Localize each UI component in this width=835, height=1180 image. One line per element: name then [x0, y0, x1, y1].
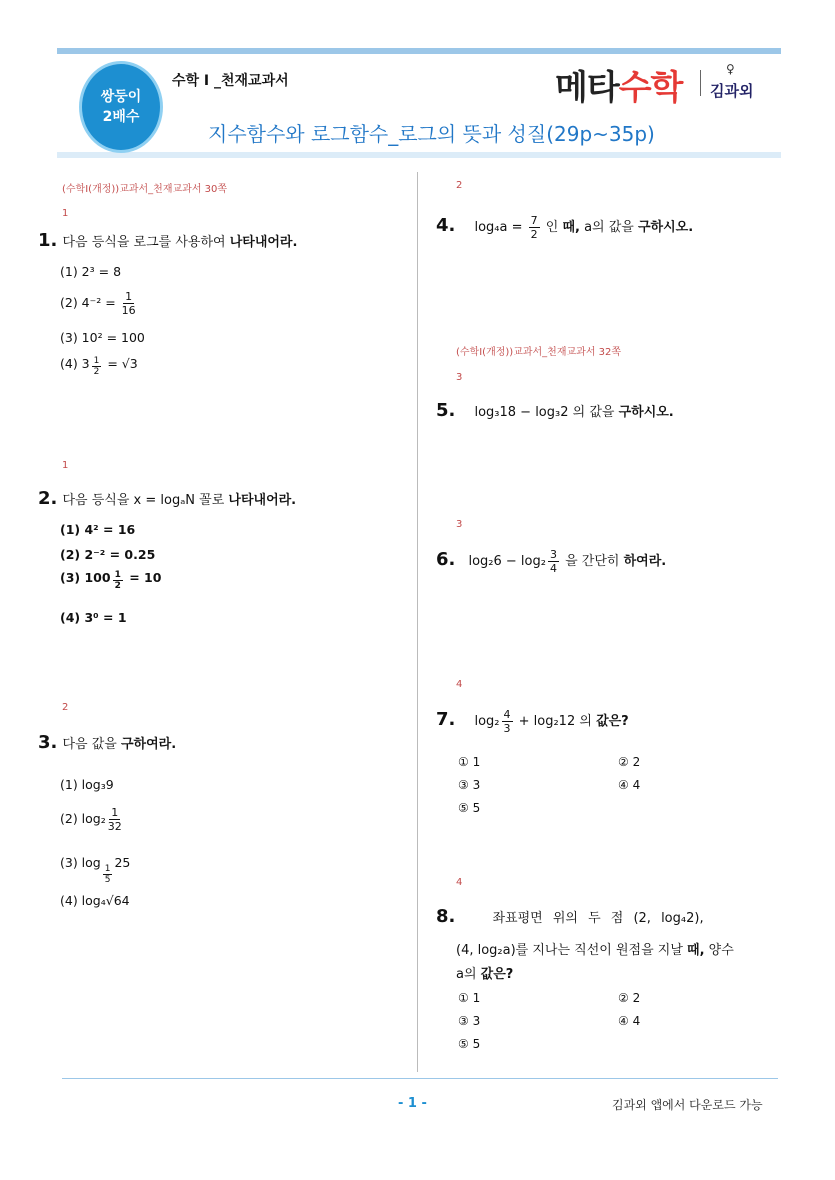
q4-text: log₄a = $\frac{7}{2}$ 인 때, a의 값을 구하시오.	[474, 214, 694, 241]
q2-item-4: (4) 3⁰ = 1	[60, 610, 127, 625]
q6-text: log₂6 − log₂ $\frac{3}{4}$ 을 간단히 하여라.	[468, 548, 667, 575]
person-icon: ♀	[726, 62, 735, 76]
q7-option-3[interactable]: ③ 3	[458, 778, 481, 792]
brand-part1: 메타	[555, 68, 619, 108]
subject-label: 수학 I _천재교과서	[172, 73, 289, 89]
q7-difficulty: 4	[456, 679, 463, 690]
q1-item-3: (3) 10² = 100	[60, 330, 145, 345]
badge	[82, 64, 160, 150]
q4-difficulty: 2	[456, 180, 463, 191]
q2-difficulty: 1	[62, 460, 69, 471]
q1-number: 1.	[38, 230, 58, 251]
q3-item-3: (3) log $\frac{1}{5}$ 25	[60, 855, 131, 885]
q8-option-1[interactable]: ① 1	[458, 991, 481, 1005]
footer-text: 김과외 앱에서 다운로드 가능	[612, 1098, 763, 1112]
q2-item-3: (3) 100 $\frac{1}{2}$ = 10	[60, 570, 162, 591]
q5-difficulty: 3	[456, 372, 463, 383]
q5-text: log₃18 − log₃2 의 값을 구하시오.	[474, 405, 674, 420]
question-8	[436, 906, 776, 927]
question-1	[38, 230, 297, 251]
q8-line2: (4, log₂a)를 지나는 직선이 원점을 지날 때, 양수	[456, 943, 734, 958]
question-6	[436, 548, 666, 575]
q4-number: 4.	[436, 215, 456, 236]
source-label-2: (수학I(개정))교과서_천재교과서 32쪽	[456, 347, 622, 358]
q6-number: 6.	[436, 549, 456, 570]
q8-option-4[interactable]: ④ 4	[618, 1014, 641, 1028]
q1-item-2: (2) 4⁻² = $\frac{1}{16}$	[60, 290, 136, 317]
q8-line1: 좌표평면 위의 두 점 (2, log₄2),	[492, 911, 704, 926]
q3-difficulty: 2	[62, 702, 69, 713]
q8-difficulty: 4	[456, 877, 463, 888]
page-title: 지수함수와 로그함수_로그의 뜻과 성질(29p~35p)	[208, 122, 655, 146]
q7-text: log₂ $\frac{4}{3}$ + log₂12 의 값은?	[474, 708, 629, 735]
badge-line1: 쌍둥이	[100, 89, 142, 105]
q1-text: 다음 등식을 로그를 사용하여 나타내어라.	[62, 235, 298, 250]
q7-option-2[interactable]: ② 2	[618, 755, 641, 769]
q3-item-2: (2) log₂ $\frac{1}{32}$	[60, 806, 122, 833]
brand-divider	[700, 70, 701, 96]
q3-number: 3.	[38, 732, 58, 753]
q2-number: 2.	[38, 488, 58, 509]
q2-text: 다음 등식을 x = logₐN 꼴로 나타내어라.	[62, 493, 297, 508]
page-number: - 1 -	[398, 1096, 427, 1111]
q5-number: 5.	[436, 400, 456, 421]
question-2	[38, 488, 296, 509]
q2-item-1: (1) 4² = 16	[60, 522, 136, 537]
q3-item-4: (4) log₄√64	[60, 893, 130, 908]
q1-item-1: (1) 2³ = 8	[60, 264, 122, 279]
q2-item-2: (2) 2⁻² = 0.25	[60, 547, 156, 562]
badge-line2: 2배수	[102, 109, 140, 125]
question-4	[436, 214, 693, 241]
brand-part2: 수학	[618, 68, 683, 108]
q1-item-4: (4) 3 $\frac{1}{2}$ = √3	[60, 356, 138, 377]
footer-line	[62, 1078, 778, 1079]
q3-item-1: (1) log₃9	[60, 777, 114, 792]
q3-text: 다음 값을 구하여라.	[62, 737, 177, 752]
q7-number: 7.	[436, 709, 456, 730]
q8-line3: a의 값은?	[456, 967, 514, 982]
source-label: (수학I(개정))교과서_천재교과서 30쪽	[62, 184, 228, 195]
column-divider	[417, 172, 418, 1072]
q6-difficulty: 3	[456, 519, 463, 530]
brand-logo	[555, 60, 682, 109]
q8-option-3[interactable]: ③ 3	[458, 1014, 481, 1028]
brand-kimgwaoe: 김과외	[710, 82, 754, 100]
question-3	[38, 732, 176, 753]
q8-option-5[interactable]: ⑤ 5	[458, 1037, 481, 1051]
q7-option-5[interactable]: ⑤ 5	[458, 801, 481, 815]
q1-difficulty: 1	[62, 208, 69, 219]
question-7	[436, 708, 629, 735]
q8-option-2[interactable]: ② 2	[618, 991, 641, 1005]
q7-option-1[interactable]: ① 1	[458, 755, 481, 769]
q7-option-4[interactable]: ④ 4	[618, 778, 641, 792]
q8-number: 8.	[436, 906, 456, 927]
question-5	[436, 400, 674, 421]
